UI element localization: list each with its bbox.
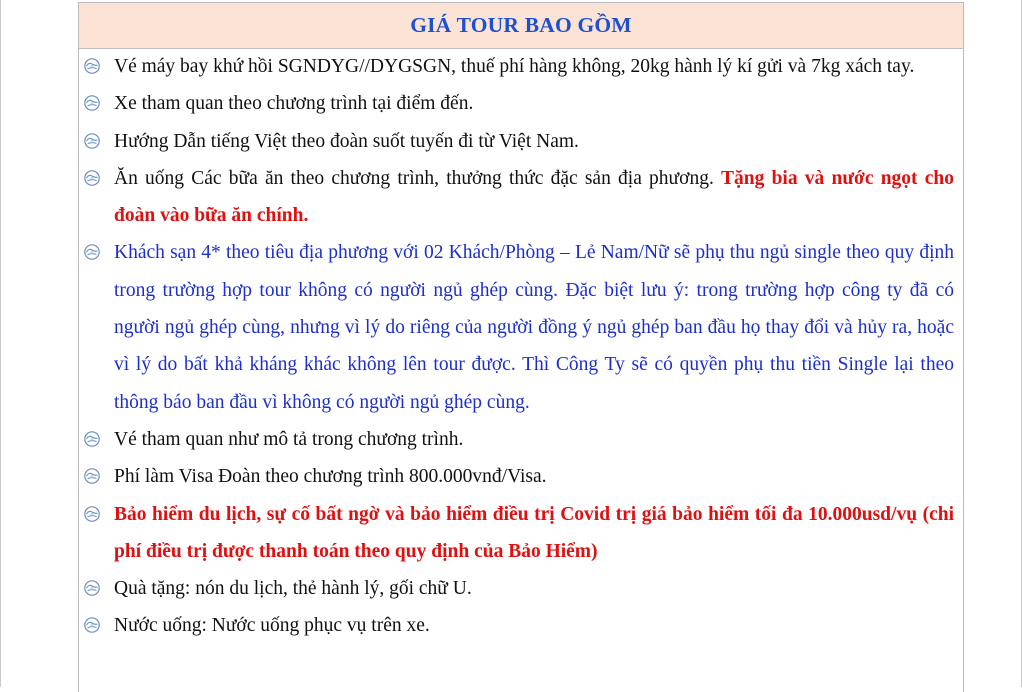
item-text: Bảo hiểm du lịch, sự cố bất ngờ và bảo hiểm điều trị Covid trị giá bảo hiểm tối đa 10.000usd/vụ (chi phí điều trị được thanh toán theo quy định của Bảo Hiểm) <box>114 503 954 562</box>
table-title: GIÁ TOUR BAO GỒM <box>410 13 632 37</box>
list-item <box>79 496 963 571</box>
title-bar <box>79 3 963 49</box>
item-text: Vé máy bay khứ hồi SGNDYG//DYGSGN, thuế phí hàng không, 20kg hành lý kí gửi và 7kg xách tay. <box>114 56 915 77</box>
item-text: Ăn uống Các bữa ăn theo chương trình, thưởng thức đặc sản địa phương. <box>114 167 722 189</box>
bullet-swirl-icon <box>83 94 101 112</box>
list-item <box>79 458 963 495</box>
tour-includes-table <box>78 2 964 692</box>
list-item <box>79 123 963 160</box>
item-text: Nước uống: Nước uống phục vụ trên xe. <box>114 615 430 637</box>
bullet-swirl-icon <box>83 57 101 75</box>
item-text: Quà tặng: nón du lịch, thẻ hành lý, gối chữ U. <box>114 578 472 600</box>
item-text: Hướng Dẫn tiếng Việt theo đoàn suốt tuyến đi từ Việt Nam. <box>114 130 579 152</box>
item-highlight: Tặng bia và nước ngọt cho đoàn vào bữa ăn chính. <box>114 167 955 227</box>
list-item <box>79 160 963 235</box>
item-text: Khách sạn 4* theo tiêu địa phương với 02 Khách/Phòng – Lẻ Nam/Nữ sẽ phụ thu ngủ single theo quy định trong trường hợp tour không có người ngủ ghép cùng. Đặc biệt lưu ý: trong trường hợp công ty đã có người ngủ ghép cùng, nhưng vì lý do riêng của người đồng ý ngủ ghép ban đầu họ thay đổi và hủy ra, hoặc vì lý do bất khả kháng khác không lên tour được. Thì Công Ty sẽ có quyền phụ thu tiền Single lại theo thông báo ban đầu vì không có người ngủ ghép cùng. <box>114 242 954 413</box>
item-text: Xe tham quan theo chương trình tại điểm đến. <box>114 93 474 115</box>
bullet-swirl-icon <box>83 505 101 523</box>
list-item <box>79 570 963 607</box>
bullet-swirl-icon <box>83 467 101 485</box>
item-text: Phí làm Visa Đoàn theo chương trình 800.000vnđ/Visa. <box>114 466 547 488</box>
page-edge-left <box>0 0 1 687</box>
bullet-swirl-icon <box>83 132 101 150</box>
includes-list <box>79 48 963 645</box>
bullet-swirl-icon <box>83 243 101 261</box>
item-text: Vé tham quan như mô tả trong chương trình. <box>114 428 464 450</box>
bullet-swirl-icon <box>83 169 101 187</box>
list-item <box>79 421 963 458</box>
bullet-swirl-icon <box>83 616 101 634</box>
bullet-swirl-icon <box>83 579 101 597</box>
list-item <box>79 85 963 122</box>
list-item <box>79 607 963 644</box>
bullet-swirl-icon <box>83 430 101 448</box>
list-item <box>79 234 963 420</box>
list-item <box>79 48 963 85</box>
